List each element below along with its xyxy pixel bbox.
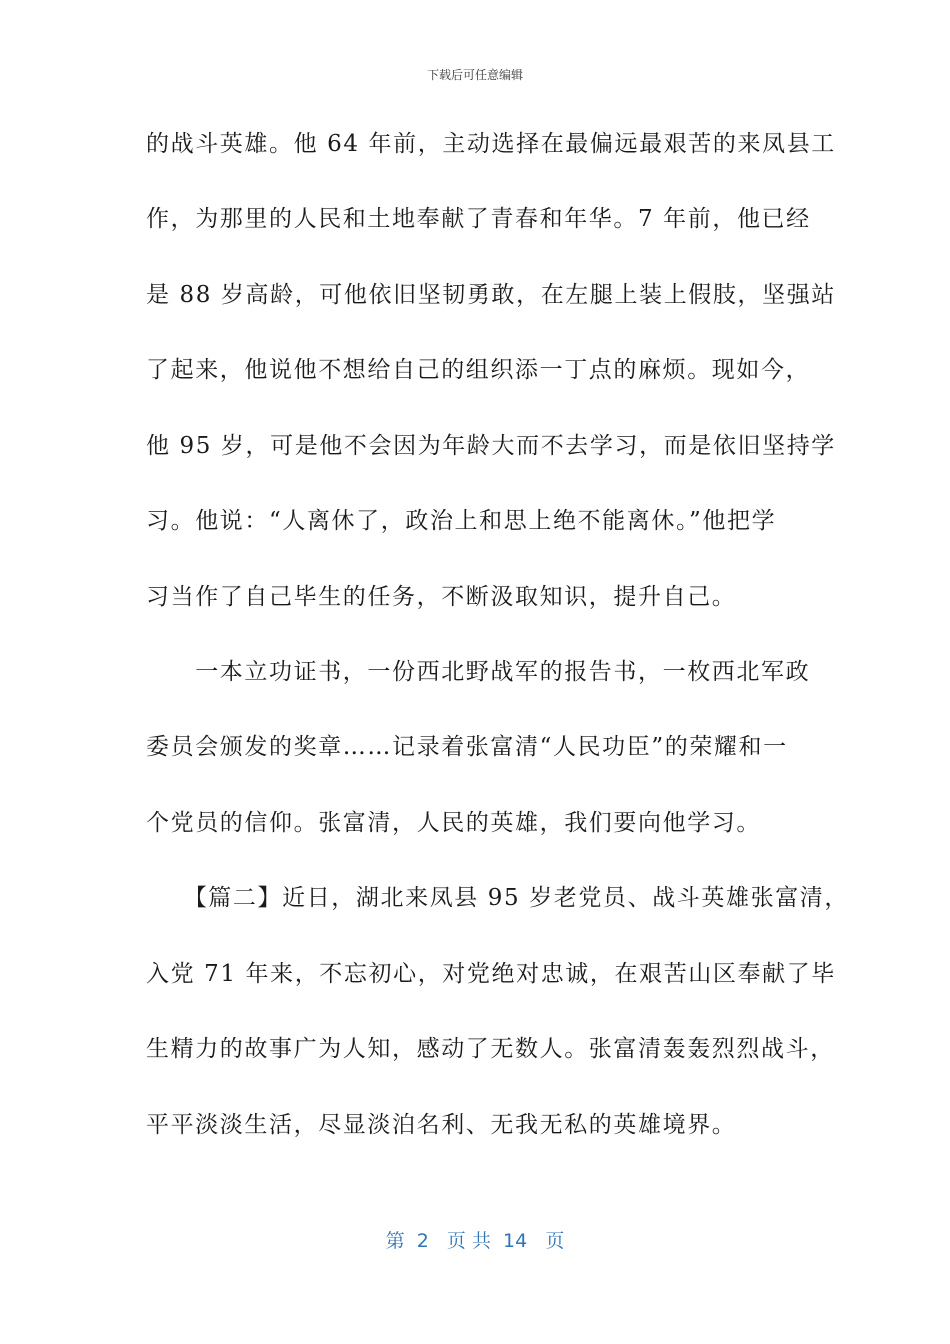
text-line: 个党员的信仰。张富清，人民的英雄，我们要向他学习。 (146, 810, 761, 836)
text-line: 了起来，他说他不想给自己的组织添一丁点的麻烦。现如今， (146, 357, 811, 383)
text-line: 入党 71 年来，不忘初心，对党绝对忠诚，在艰苦山区奉献了毕 (146, 961, 836, 987)
text-line: 作，为那里的人民和土地奉献了青春和年华。7 年前，他已经 (146, 206, 811, 232)
text-line: 生精力的故事广为人知，感动了无数人。张富清轰轰烈烈战斗， (146, 1036, 835, 1062)
text-line: 习。他说：“人离休了，政治上和思上绝不能离休。”他把学 (146, 508, 777, 534)
page-number: 第 2 页 共 14 页 (385, 1230, 565, 1252)
text-line: 的战斗英雄。他 64 年前，主动选择在最偏远最艰苦的来凤县工 (146, 131, 836, 157)
text-line: 他 95 岁，可是他不会因为年龄大而不去学习，而是依旧坚持学 (146, 433, 836, 459)
text-line: 习当作了自己毕生的任务，不断汲取知识，提升自己。 (146, 584, 737, 610)
text-line: 委员会颁发的奖章……记录着张富清“人民功臣”的荣耀和一 (146, 734, 788, 760)
paragraph-first-line: 【篇二】近日，湖北来凤县 95 岁老党员、战斗英雄张富清， (146, 885, 849, 911)
header-note: 下载后可任意编辑 (426, 68, 523, 82)
paragraph-first-line: 一本立功证书，一份西北野战军的报告书，一枚西北军政 (146, 659, 811, 685)
text-line: 平平淡淡生活，尽显淡泊名利、无我无私的英雄境界。 (146, 1112, 737, 1138)
text-line: 是 88 岁高龄，可他依旧坚韧勇敢，在左腿上装上假肢，坚强站 (146, 282, 836, 308)
